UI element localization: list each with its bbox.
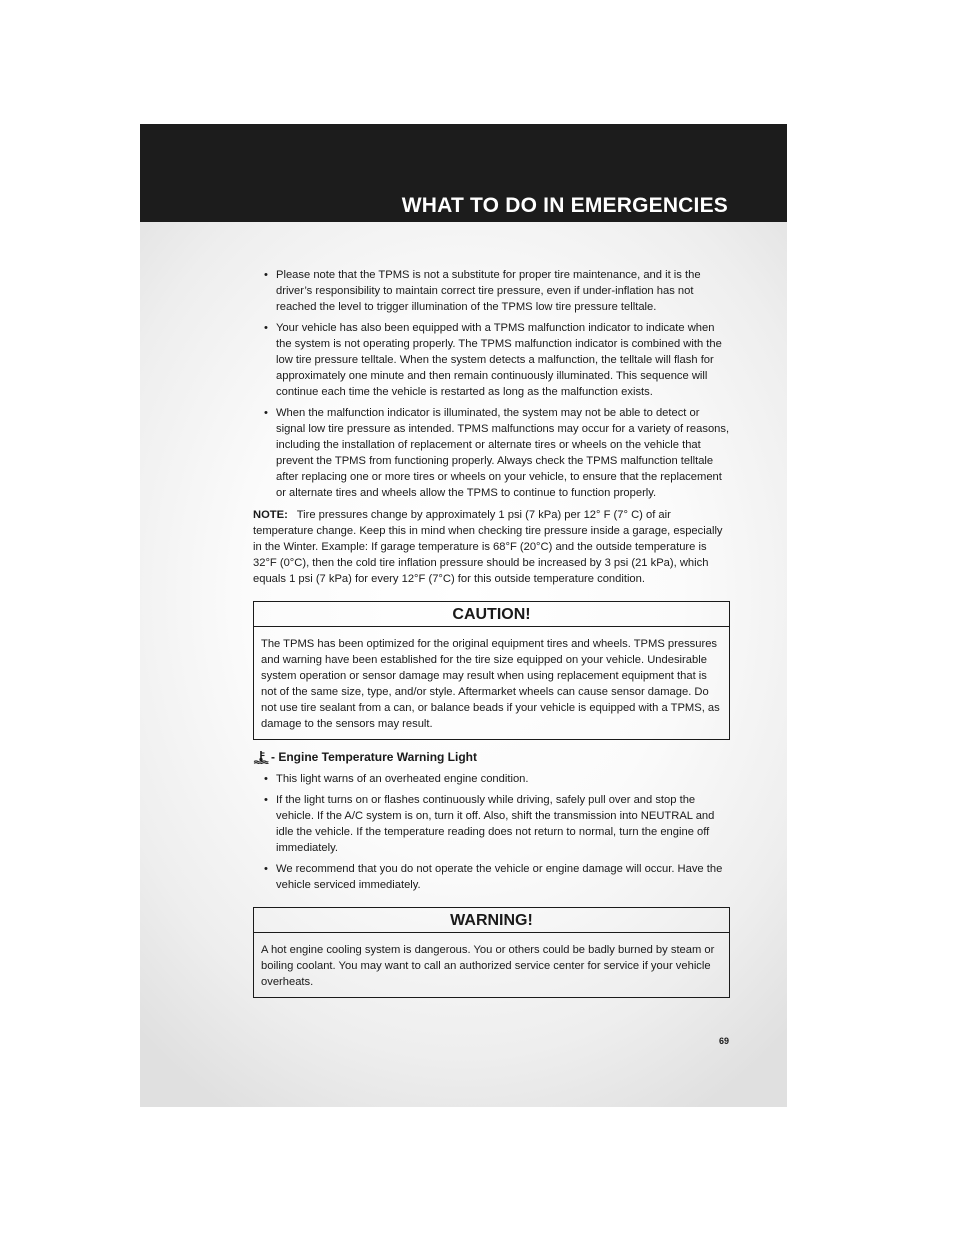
engine-temperature-heading-text: - Engine Temperature Warning Light [271,750,478,764]
note-paragraph [253,507,730,587]
warning-text: A hot engine cooling system is dangerous. You or others could be badly burned by steam or boiling coolant. You may want to call an authorized service center for service if your vehicle overheats. [261,944,715,988]
list-item: • We recommend that you do not operate the vehicle or engine damage will occur. Have the vehicle serviced immediately. [253,861,730,893]
manual-page [140,124,787,1107]
caution-box [253,601,730,740]
page-title: WHAT TO DO IN EMERGENCIES [401,194,728,217]
list-item: • Please note that the TPMS is not a substitute for proper tire maintenance, and it is the driver’s responsibility to maintain correct tire pressure, even if under-inflation has not reached the level to trigger illumination of the TPMS low tire pressure telltale. [253,267,730,315]
note-label: NOTE: [253,509,288,521]
page-content [253,267,730,998]
list-item: • When the malfunction indicator is illuminated, the system may not be able to detect or signal low tire pressure as intended. TPMS malfunctions may occur for a variety of reasons, including the installation of replacement or alternate tires or wheels on the vehicle that prevent the TPMS from functioning properly. Always check the TPMS malfunction telltale after replacing one or more tires or wheels on your vehicle, to ensure that the replacement or alternate tires and wheels allow the TPMS to continue to function properly. [253,405,730,501]
warning-box [253,907,730,998]
engine-bullet-list [253,771,730,893]
caution-text: The TPMS has been optimized for the original equipment tires and wheels. TPMS pressures and warning have been established for the tire size equipped on your vehicle. Undesirable system operation or sensor damage may result when using replacement equipment that is not of the same size, type, and/or style. Aftermarket wheels can cause sensor damage. Do not use tire sealant from a can, or balance beads if your vehicle is equipped with a TPMS, as damage to the sensors may result. [261,638,720,730]
page-number: 69 [718,1036,729,1046]
list-item: • This light warns of an overheated engine condition. [253,771,730,787]
warning-title: WARNING! [254,908,729,933]
list-item: • If the light turns on or flashes continuously while driving, safely pull over and stop the vehicle. If the A/C system is on, turn it off. Also, shift the transmission into NEUTRAL and idle the vehicle. If the temperature reading does not return to normal, turn the engine off immediately. [253,792,730,856]
list-item: • Your vehicle has also been equipped with a TPMS malfunction indicator to indicate when the system is not operating properly. The TPMS malfunction indicator is combined with the low tire pressure telltale. When the system detects a malfunction, the telltale will flash for approximately one minute and then remain continuously illuminated. This sequence will continue each time the vehicle is restarted as long as the malfunction exists. [253,320,730,400]
page-header [140,124,787,222]
engine-temperature-icon [253,750,269,764]
tpms-bullet-list [253,267,730,501]
engine-temperature-heading [253,749,730,765]
note-text: Tire pressures change by approximately 1 psi (7 kPa) per 12° F (7° C) of air temperature change. Keep this in mind when checking tire pressure inside a garage, especially in the Winter. Example: If garage temperature is 68°F (20°C) and the outside temperature is 32°F (0°C), then the cold tire inflation pressure should be increased by 3 psi (21 kPa), which equals 1 psi (7 kPa) for every 12°F (7°C) for this outside temperature condition. [253,509,723,585]
caution-title: CAUTION! [254,602,729,627]
